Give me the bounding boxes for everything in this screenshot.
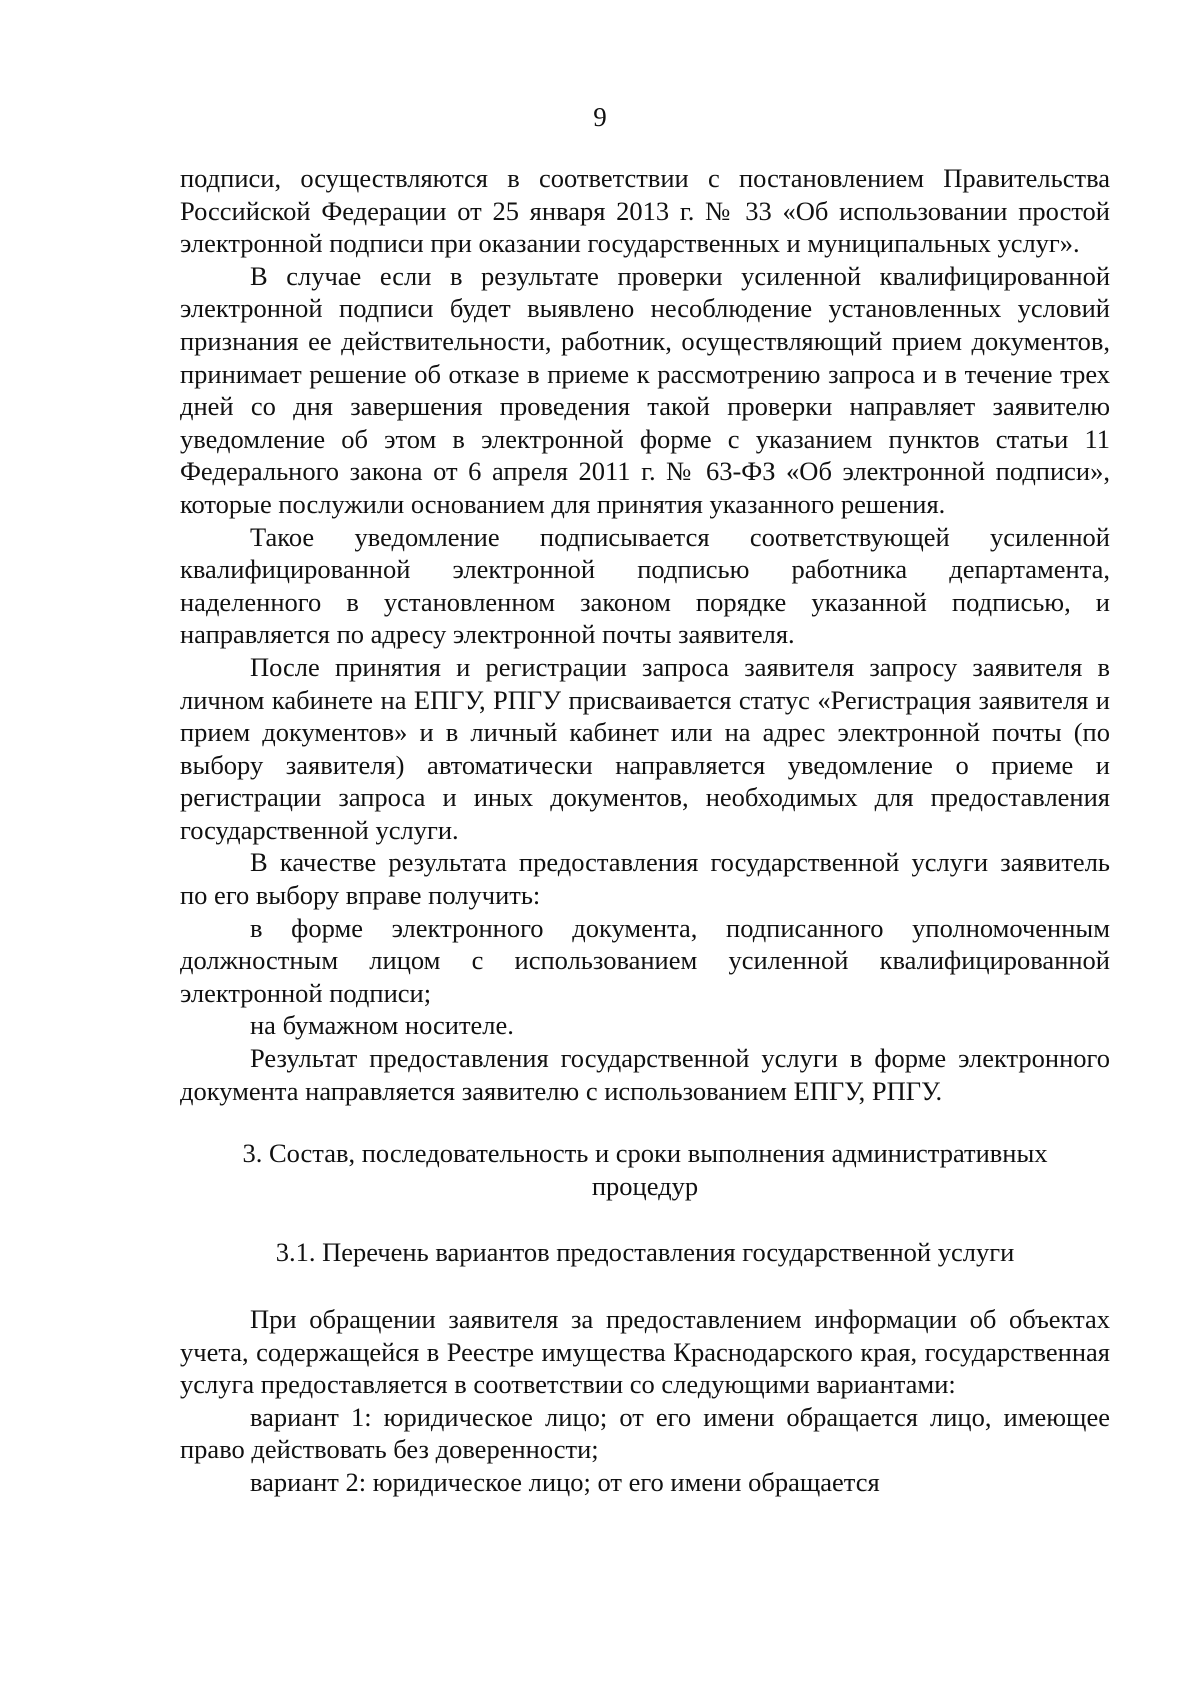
paragraph-registration: После принятия и регистрации запроса заявителя запросу заявителя в личном кабинете на ЕПГУ, РПГУ присваивается статус «Регистрация заявителя и прием документов» и в личный кабинет или на адрес электронной почты (по выбору заявителя) автоматически направляется уведомление о приеме и регистрации запроса и иных документов, необходимых для предоставления государственной услуги. (180, 651, 1110, 845)
paragraph-notification: Такое уведомление подписывается соответствующей усиленной квалифицированной электронной подписью работника департамента, наделенного в установленном законом порядке указанной подписью, и направляется по адресу электронной почты заявителя. (180, 521, 1110, 650)
page-number: 9 (593, 102, 607, 132)
document-body (180, 162, 1110, 1499)
paragraph-esign-continuation: подписи, осуществляются в соответствии с постановлением Правительства Российской Федерации от 25 января 2013 г. № 33 «Об использовании простой электронной подписи при оказании государственных и муниципальных услуг». (180, 163, 1110, 259)
subsection-heading: 3.1. Перечень вариантов предоставления государственной услуги (275, 1237, 1015, 1268)
paragraph-variants-intro: При обращении заявителя за предоставлением информации об объектах учета, содержащейся в Реестре имущества Краснодарского края, государственная услуга предоставляется в соответствии со следующими вариантами: (180, 1304, 1110, 1400)
section-heading-line-2: процедур (591, 1170, 699, 1201)
paragraph-paper-form: на бумажном носителе. (250, 1010, 514, 1041)
paragraph-result-delivery: Результат предоставления государственной услуги в форме электронного документа направляется заявителю с использованием ЕПГУ, РПГУ. (180, 1043, 1110, 1106)
paragraph-variant-2: вариант 2: юридическое лицо; от его имени обращается (250, 1466, 880, 1497)
paragraph-electronic-form: в форме электронного документа, подписанного уполномоченным должностным лицом с использованием усиленной квалифицированной электронной подписи; (180, 912, 1110, 1008)
section-heading-line-1: 3. Состав, последовательность и сроки выполнения административных (242, 1138, 1048, 1169)
paragraph-signature-check: В случае если в результате проверки усиленной квалифицированной электронной подписи будет выявлено несоблюдение установленных условий признания ее действительности, работник, осуществляющий прием документов, принимает решение об отказе в приеме к рассмотрению запроса и в течение трех дней со дня завершения проведения такой проверки направляет заявителю уведомление об этом в электронной форме с указанием пунктов статьи 11 Федерального закона от 6 апреля 2011 г. № 63-ФЗ «Об электронной подписи», которые послужили основанием для принятия указанного решения. (180, 260, 1110, 519)
section-heading (180, 1137, 1110, 1202)
paragraph-variant-1: вариант 1: юридическое лицо; от его имени обращается лицо, имеющее право действовать без доверенности; (180, 1401, 1110, 1465)
paragraph-result-options: В качестве результата предоставления государственной услуги заявитель по его выбору вправе получить: (180, 847, 1110, 911)
